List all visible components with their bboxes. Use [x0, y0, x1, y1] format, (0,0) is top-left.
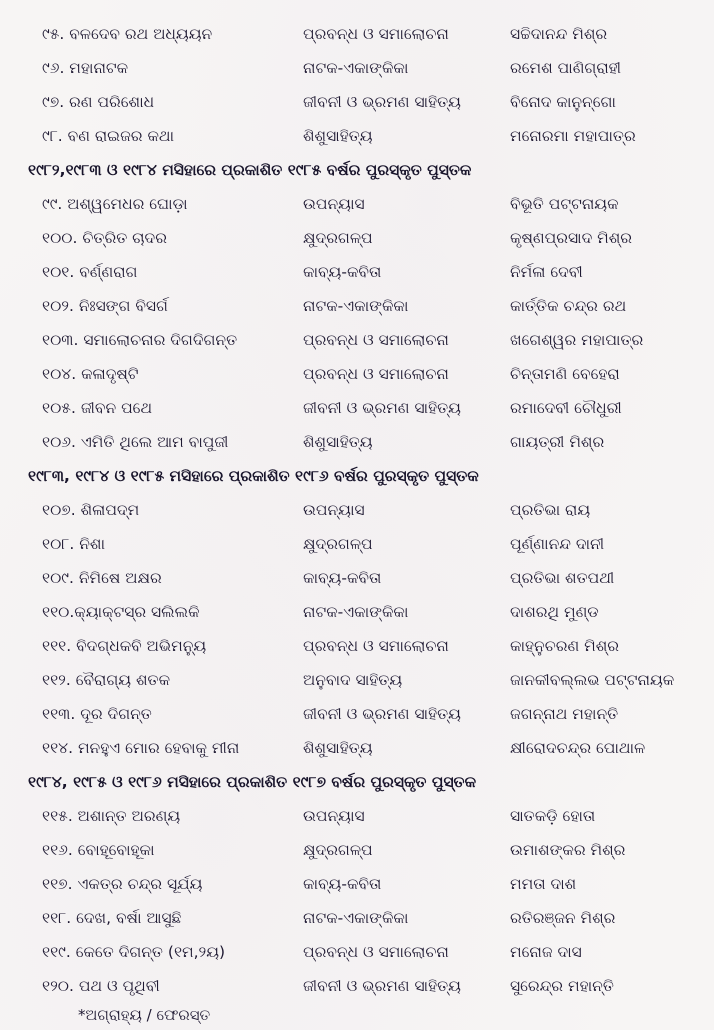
book-author: ରତିରଞ୍ଜନ ମିଶ୍ର [510, 909, 616, 927]
section-heading: ୧୯୮୩, ୧୯୮୪ ଓ ୧୯୮୫ ମସିହାରେ ପ୍ରକାଶିତ ୧୯୮୬ ବର୍ଷର ପୁରସ୍କୃତ ପୁସ୍ତକ [28, 467, 479, 485]
book-author: କୃଷ୍ଣପ୍ରସାଦ ମିଶ୍ର [510, 229, 633, 247]
book-category: ଶିଶୁସାହିତ୍ୟ [303, 739, 373, 757]
book-title: ୧୧୨. ବୈରାଗ୍ୟ ଶତକ [42, 671, 171, 689]
section-heading: ୧୯୮୨,୧୯୮୩ ଓ ୧୯୮୪ ମସିହାରେ ପ୍ରକାଶିତ ୧୯୮୫ ବର୍ଷର ପୁରସ୍କୃତ ପୁସ୍ତକ [28, 161, 472, 179]
book-title: ୧୧୦.କ୍ୟାକ୍‌ଟସ୍‌ର ସଲିଲକି [42, 603, 200, 621]
book-category: କ୍ଷୁଦ୍ରଗଳ୍ପ [303, 841, 373, 859]
book-category: ନାଟକ-ଏକାଙ୍କିକା [303, 603, 409, 621]
book-category: ପ୍ରବନ୍ଧ ଓ ସମାଲୋଚନା [303, 331, 449, 349]
book-row [0, 493, 714, 527]
book-title: ୧୧୧. ବିଦଗ୍ଧକବି ଅଭିମନ୍ୟୁ [42, 637, 207, 655]
book-author: ବିନୋଦ କାନୁନ୍‌ଗୋ [510, 93, 616, 111]
book-title: ୧୧୭. ଏକତ୍ର ଚନ୍ଦ୍ର ସୂର୍ଯ୍ୟ [42, 875, 203, 893]
book-title: ୧୦୬. ଏମିତି ଥିଲେ ଆମ ବାପୁଜୀ [42, 433, 229, 451]
book-row [0, 629, 714, 663]
book-author: ଖଗେଶ୍ୱର ମହାପାତ୍ର [510, 331, 644, 349]
book-author: ଦାଶରଥି ମୁଣ୍ଡ [510, 603, 599, 621]
book-title: ୧୦୨. ନିଃସଙ୍ଗ ବିସର୍ଗ [42, 297, 168, 315]
book-category: କାବ୍ୟ-କବିତା [303, 875, 382, 893]
book-category: ଶିଶୁସାହିତ୍ୟ [303, 433, 373, 451]
book-category: କ୍ଷୁଦ୍ରଗଳ୍ପ [303, 229, 373, 247]
book-author: ଚିନ୍ତାମଣି ବେହେରା [510, 365, 620, 383]
book-title: ୧୦୦. ଚିତ୍ରିତ ଚାଦର [42, 229, 167, 247]
book-title: ୧୦୯. ନିମିଷେ ଅକ୍ଷର [42, 569, 162, 587]
book-title: ୧୧୪. ମନହୁଏ ମୋର ହେବାକୁ ମୀନା [42, 739, 240, 757]
book-row [0, 527, 714, 561]
book-row [0, 833, 714, 867]
book-row [0, 85, 714, 119]
book-author: ନିର୍ମଳା ଦେବୀ [510, 263, 583, 281]
book-author: ରମେଶ ପାଣିଗ୍ରାହୀ [510, 59, 622, 77]
book-author: ମନୋଜ ଦାସ [510, 943, 582, 961]
book-row [0, 901, 714, 935]
book-title: ୧୦୮. ନିଶା [42, 535, 105, 553]
book-title: ୧୦୩. ସମାଲୋଚନାର ଦିଗଦିଗନ୍ତ [42, 331, 238, 349]
book-category: ଉପନ୍ୟାସ [303, 501, 365, 519]
book-title: ୯୬. ମହାନାଟକ [42, 59, 129, 77]
book-title: ୯୮. ବଣ ରାଇଜର କଥା [42, 127, 175, 145]
book-title: ୧୨୦. ପଥ ଓ ପୃଥିବୀ [42, 977, 160, 995]
book-author: ବିଭୂତି ପଟ୍ଟନାୟକ [510, 195, 619, 213]
book-author: କାହ୍ନୁଚରଣ ମିଶ୍ର [510, 637, 619, 655]
book-category: ପ୍ରବନ୍ଧ ଓ ସମାଲୋଚନା [303, 943, 449, 961]
book-category: ଜୀବନୀ ଓ ଭ୍ରମଣ ସାହିତ୍ୟ [303, 705, 461, 723]
book-row [0, 255, 714, 289]
book-category: ଜୀବନୀ ଓ ଭ୍ରମଣ ସାହିତ୍ୟ [303, 399, 461, 417]
book-category: ଅନୁବାଦ ସାହିତ୍ୟ [303, 671, 403, 689]
book-row [0, 187, 714, 221]
book-category: କାବ୍ୟ-କବିତା [303, 263, 382, 281]
book-list-section-0 [0, 17, 714, 153]
book-category: ଜୀବନୀ ଓ ଭ୍ରମଣ ସାହିତ୍ୟ [303, 93, 461, 111]
book-category: କ୍ଷୁଦ୍ରଗଳ୍ପ [303, 535, 373, 553]
book-title: ୧୦୧. ବର୍ଣ୍ଣରାଗ [42, 263, 138, 281]
book-list-section-3 [0, 765, 714, 1003]
book-title: ୯୭. ରଣ ପରିଶୋଧ [42, 93, 155, 111]
book-category: କାବ୍ୟ-କବିତା [303, 569, 382, 587]
book-row [0, 867, 714, 901]
book-category: ନାଟକ-ଏକାଙ୍କିକା [303, 909, 409, 927]
book-row [0, 969, 714, 1003]
book-row [0, 323, 714, 357]
book-author: କ୍ଷୀରୋଦଚନ୍ଦ୍ର ପୋଥାଳ [510, 739, 646, 757]
book-row [0, 357, 714, 391]
book-title: ୧୧୬. ବୋହୂବୋହୂକା [42, 841, 155, 859]
book-row [0, 391, 714, 425]
book-author: ସାତକଡ଼ି ହୋତା [510, 807, 596, 825]
book-row [0, 221, 714, 255]
book-author: ମମତା ଦାଶ [510, 875, 577, 893]
book-author: ପୂର୍ଣ୍ଣାନନ୍ଦ ଦାନୀ [510, 535, 605, 553]
book-author: ଗାୟତ୍ରୀ ମିଶ୍ର [510, 433, 605, 451]
book-author: ଜାନକୀବଲ୍ଲଭ ପଟ୍ଟନାୟକ [510, 671, 675, 689]
book-title: ୧୦୫. ଜୀବନ ପଥେ [42, 399, 153, 417]
book-title: ୧୧୮. ଦେଖ, ବର୍ଷା ଆସୁଛି [42, 909, 182, 927]
book-title: ୧୧୯. କେତେ ଦିଗନ୍ତ (୧ମ,୨ୟ) [42, 943, 226, 961]
book-author: ରମାଦେବୀ ଚୌଧୁରୀ [510, 399, 622, 417]
book-row [0, 697, 714, 731]
book-row [0, 561, 714, 595]
book-row [0, 731, 714, 765]
book-list-section-1 [0, 153, 714, 459]
book-author: ସୁରେନ୍ଦ୍ର ମହାନ୍ତି [510, 977, 614, 995]
book-row [0, 799, 714, 833]
book-list-section-2 [0, 459, 714, 765]
section-heading: ୧୯୮୪, ୧୯୮୫ ଓ ୧୯୮୬ ମସିହାରେ ପ୍ରକାଶିତ ୧୯୮୭ ବର୍ଷର ପୁରସ୍କୃତ ପୁସ୍ତକ [28, 773, 477, 791]
book-title: ୧୧୩. ଦୂର ଦିଗନ୍ତ [42, 705, 152, 723]
book-category: ନାଟକ-ଏକାଙ୍କିକା [303, 297, 409, 315]
book-title: ୯୫. ବଳଦେବ ରଥ ଅଧ୍ୟୟନ [42, 25, 213, 43]
book-row [0, 935, 714, 969]
book-row [0, 119, 714, 153]
book-row [0, 17, 714, 51]
book-author: ଉମାଶଙ୍କର ମିଶ୍ର [510, 841, 626, 859]
book-category: ନାଟକ-ଏକାଙ୍କିକା [303, 59, 409, 77]
book-category: ପ୍ରବନ୍ଧ ଓ ସମାଲୋଚନା [303, 637, 449, 655]
book-author: ପ୍ରତିଭା ଶତପଥୀ [510, 569, 615, 587]
book-author: ପ୍ରତିଭା ରାୟ [510, 501, 591, 519]
book-category: ଉପନ୍ୟାସ [303, 195, 365, 213]
book-author: କାର୍ତ୍ତିକ ଚନ୍ଦ୍ର ରଥ [510, 297, 627, 315]
footer-note: *ଅଗ୍ରାହ୍ୟ / ଫେରସ୍ତ [78, 1006, 211, 1024]
book-row [0, 425, 714, 459]
book-category: ଜୀବନୀ ଓ ଭ୍ରମଣ ସାହିତ୍ୟ [303, 977, 461, 995]
book-author: ସଚ୍ଚିଦାନନ୍ଦ ମିଶ୍ର [510, 25, 608, 43]
book-title: ୯୯. ଅଶ୍ୱମେଧର ଘୋଡ଼ା [42, 195, 188, 213]
book-category: ପ୍ରବନ୍ଧ ଓ ସମାଲୋଚନା [303, 365, 449, 383]
book-author: ମନୋରମା ମହାପାତ୍ର [510, 127, 636, 145]
book-author: ଜଗନ୍ନାଥ ମହାନ୍ତି [510, 705, 619, 723]
book-title: ୧୦୭. ଶିଳାପଦ୍ମ [42, 501, 140, 519]
book-row [0, 595, 714, 629]
book-row [0, 51, 714, 85]
book-row [0, 289, 714, 323]
book-row [0, 663, 714, 697]
book-title: ୧୧୫. ଅଶାନ୍ତ ଅରଣ୍ୟ [42, 807, 181, 825]
book-title: ୧୦୪. କଳାଦୃଷ୍ଟି [42, 365, 139, 383]
book-category: ଉପନ୍ୟାସ [303, 807, 365, 825]
book-category: ପ୍ରବନ୍ଧ ଓ ସମାଲୋଚନା [303, 25, 449, 43]
book-category: ଶିଶୁସାହିତ୍ୟ [303, 127, 373, 145]
